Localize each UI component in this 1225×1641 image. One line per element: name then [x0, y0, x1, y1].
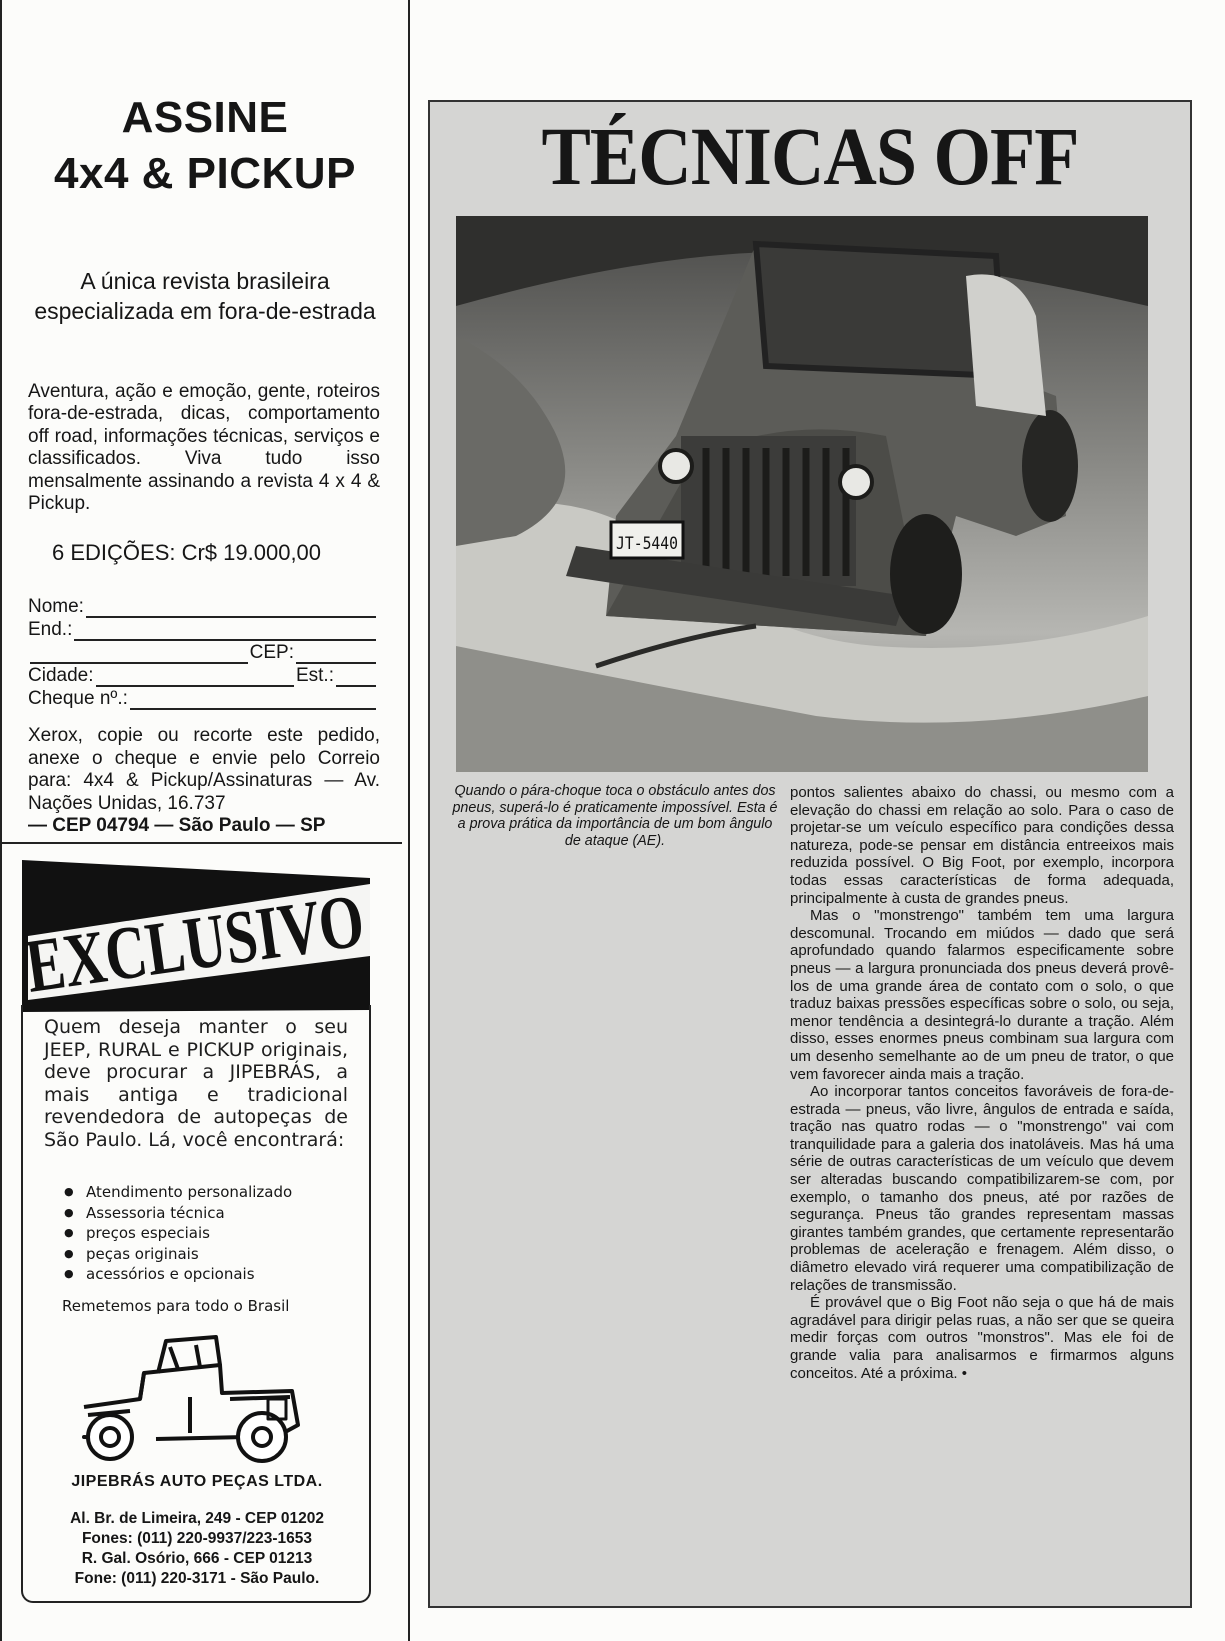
- jeep-illustration: [70, 1333, 310, 1473]
- company-name: JIPEBRÁS AUTO PEÇAS LTDA.: [71, 1473, 323, 1490]
- column-divider: [408, 0, 410, 1641]
- left-page-border: [0, 0, 2, 1641]
- remetemos-text: Remetemos para todo o Brasil: [62, 1297, 290, 1315]
- list-item: ● peças originais: [64, 1244, 292, 1265]
- form-row-cidade: [28, 664, 378, 687]
- end-line2-field[interactable]: [30, 650, 248, 664]
- address-line: Fone: (011) 220-3171 - São Paulo.: [74, 1570, 320, 1587]
- mail-cep-line: — CEP 04794 — São Paulo — SP: [28, 815, 326, 836]
- list-item: ● acessórios e opcionais: [64, 1264, 292, 1285]
- cidade-label: Cidade:: [28, 665, 94, 686]
- end-field[interactable]: [74, 627, 376, 641]
- photo-caption: Quando o pára-choque toca o obstáculo antes dos pneus, superá-lo é praticamente impossível. Esta é a prova prática da importância de um bom ângulo de ataque (AE).: [452, 783, 778, 849]
- article-paragraph: Ao incorporar tantos conceitos favoráveis de fora-de-estrada — pneus, vão livre, ângulos de entrada e saída, tração nas quatro rodas — o "monstrengo" vai com tranquilidade para a galeria dos inatoláveis. Mas há uma série de outras características de um veículo que devem ser alteradas buscando compatibilizarem-se com, por exemplo, o tamanho dos pneus, até por razões de segurança. Pneus tão grandes representam massas girantes também grandes, que certamente representarão problemas de aceleração e frenagem. Além disso, o diâmetro elevado virá requerer uma compatibilização de relações de transmissão.: [790, 1083, 1174, 1294]
- form-row-nome: [28, 595, 378, 618]
- address-line: Fones: (011) 220-9937/223-1653: [81, 1530, 313, 1547]
- exclusivo-banner: [20, 860, 479, 1012]
- subscription-title-line1: ASSINE: [121, 93, 289, 142]
- form-row-end: [28, 618, 378, 641]
- subscription-tagline: A única revista brasileira especializada em fora-de-estrada: [34, 268, 376, 324]
- est-label: Est.:: [295, 665, 334, 686]
- cep-field[interactable]: [296, 650, 376, 664]
- list-item: ● preços especiais: [64, 1223, 292, 1244]
- subscription-body: Aventura, ação e emoção, gente, roteiros fora-de-estrada, dicas, comportamento off road, informações técnicas, serviços e classificados. Viva tudo isso mensalmente assinando a revista 4 x 4 & Pickup.: [28, 381, 380, 515]
- exclusivo-list: [64, 1182, 292, 1285]
- list-item: ● Assessoria técnica: [64, 1203, 292, 1224]
- article-body: [790, 784, 1174, 1382]
- section-divider: [0, 842, 402, 844]
- license-plate-text: JT-5440: [616, 534, 678, 554]
- mail-instructions-text: Xerox, copie ou recorte este pedido, anexe o cheque e envie pelo Correio para: 4x4 & Pickup/Assinaturas — Av. Nações Unidas, 16.737: [28, 725, 380, 814]
- address-line: Al. Br. de Limeira, 249 - CEP 01202: [70, 1510, 324, 1527]
- subscription-title-line2: 4x4 & PICKUP: [54, 149, 356, 198]
- end-label: End.:: [28, 619, 73, 640]
- exclusivo-banner-text: EXCLUSIVO: [20, 862, 479, 1009]
- subscription-price: 6 EDIÇÕES: Cr$ 19.000,00: [52, 540, 322, 565]
- list-item: ● Atendimento personalizado: [64, 1182, 292, 1203]
- article-paragraph: É provável que o Big Foot não seja o que há de mais agradável para dirigir pelas ruas, a não ser que se queira medir forças com outros "monstros". Mas ele foi de grande valia para analisarmos e firmarmos alguns conceitos. Até a próxima. •: [790, 1294, 1174, 1382]
- cep-label: CEP:: [249, 642, 294, 663]
- article-title: TÉCNICAS OFF: [541, 111, 1079, 204]
- jeep-offroad-photo: [456, 216, 1148, 772]
- form-row-cep: [28, 641, 378, 664]
- article-paragraph: Mas o "monstrengo" também tem uma largura descomunal. Trocando em miúdos — dado que será aprofundado quando falarmos especificamente sobre pneus — a largura pronunciada dos pneus deverá provê-los de uma grande área de contato com o solo, o que traduz baixas pressões específicas sobre o solo, ou seja, menor tendência a desintegrá-lo durante a tração. Além disso, esses enormes pneus combinam sua largura com um desenho semelhante ao de um pneu de trator, o que vem favorecer ainda mais a tração.: [790, 907, 1174, 1083]
- exclusivo-intro: Quem deseja manter o seu JEEP, RURAL e PICKUP originais, deve procurar a JIPEBRÁS, a mais antiga e tradicional revendedora de autopeças de São Paulo. Lá, você encontrará:: [44, 1016, 348, 1151]
- mail-instructions: [28, 725, 380, 838]
- address-line: R. Gal. Osório, 666 - CEP 01213: [81, 1550, 313, 1567]
- est-field[interactable]: [336, 673, 376, 687]
- form-row-cheque: [28, 687, 378, 710]
- nome-field[interactable]: [86, 604, 376, 618]
- cidade-field[interactable]: [96, 673, 294, 687]
- cheque-label: Cheque nº.:: [28, 688, 128, 709]
- subscription-title: [0, 90, 410, 202]
- nome-label: Nome:: [28, 596, 84, 617]
- company-addresses: [22, 1509, 372, 1589]
- cheque-field[interactable]: [130, 696, 376, 710]
- article-paragraph: pontos salientes abaixo do chassi, ou mesmo com a elevação do chassi em relação ao solo. Para o caso de projetar-se um veículo específico para condições dessa natureza, pode-se pensar em distância entreeixos mais reduzida possível. O Big Foot, por exemplo, incorpora todas essas características de forma adequada, principalmente à custa de grandes pneus.: [790, 784, 1174, 907]
